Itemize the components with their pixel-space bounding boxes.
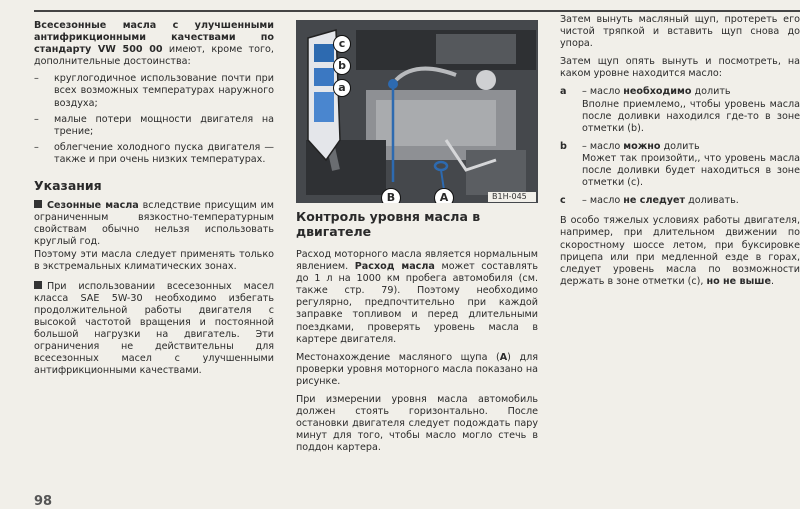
level-letter: b <box>560 140 567 152</box>
intro-bold: Всесезонные масла с улучшенными антифрикционными качествами по стандарту VW 500 00 <box>34 20 274 56</box>
engine-bay-figure <box>296 20 538 203</box>
column-middle <box>296 20 538 461</box>
label-c: c <box>333 35 351 53</box>
label-B: B <box>381 188 401 203</box>
note2-paragraph <box>34 281 274 378</box>
section-heading-notes: Указания <box>34 178 102 194</box>
text-run: Расход моторного масла является нормальным явлением. <box>296 249 538 273</box>
label-b: b <box>333 57 351 75</box>
list-item: – облегчение холодного пуска двигателя — также и при очень низких температурах. <box>34 142 274 166</box>
dipstick-location-paragraph <box>296 352 538 388</box>
top-rule <box>34 10 800 12</box>
text-run: долить <box>691 86 731 98</box>
square-bullet-icon <box>34 281 42 289</box>
text-run-bold: не следует <box>623 195 686 207</box>
note2-text: При использовании всесезонных масел класса SAE 5W-30 необходимо избегать продолжительной работы двигателя с высокой частотой вращения и постоянной большой нагрузки на двигатель. Эти ограничения не действительны для всесезонных масел с улучшенными антифрикционными качествами. <box>34 280 274 377</box>
level-letter: c <box>560 195 566 207</box>
text-run-bold: но не выше <box>706 275 771 287</box>
level-description: Вполне приемлемо,, чтобы уровень масла после доливки находился где-то в зоне отметки (b). <box>582 98 800 134</box>
text-run-bold: можно <box>623 140 661 152</box>
note1-bold: Сезонные масла <box>47 200 139 212</box>
intro-paragraph <box>34 20 274 68</box>
square-bullet-icon <box>34 200 42 208</box>
text-run-bold: Расход масла <box>354 261 435 273</box>
list-item: – круглогодичное использование почти при всех возможных температурах наружного воздуха; <box>34 73 274 109</box>
severe-conditions-paragraph <box>560 215 800 288</box>
advantages-list <box>34 73 274 166</box>
level-item-c <box>560 195 800 207</box>
text-run-bold: А <box>499 351 508 363</box>
text-run: – масло <box>582 86 624 98</box>
list-item: – малые потери мощности двигателя на трение; <box>34 114 274 138</box>
label-A: A <box>434 188 454 203</box>
text-run-bold: необходимо <box>623 86 692 98</box>
check-level-paragraph: Затем щуп опять вынуть и посмотреть, на каком уровне находится масло: <box>560 56 800 80</box>
measurement-paragraph: При измерении уровня масла автомобиль должен стоять горизонтально. После остановки двигателя следует подождать пару минут для того, чтобы масло могло стечь в поддон картера. <box>296 394 538 454</box>
column-left <box>34 20 274 383</box>
note1-rest: вследствие присущим им ограниченным вязкостно-температурным свойствам обычно нельзя использовать круглый год. <box>34 200 274 248</box>
level-description: Может так произойти,, что уровень масла после доливки будет находиться в зоне отметки (c). <box>582 152 800 189</box>
text-run: ) для проверки уровня моторного масла показано на рисунке. <box>296 351 538 387</box>
level-item-a <box>560 86 800 134</box>
page-number: 98 <box>34 494 53 509</box>
pull-dipstick-paragraph: Затем вынуть масляный щуп, протереть его чистой тряпкой и вставить щуп снова до упора. <box>560 14 800 50</box>
note1-paragraph-2: Поэтому эти масла следует применять только в экстремальных климатических зонах. <box>34 248 274 272</box>
text-run: . <box>770 275 775 287</box>
text-run: В особо тяжелых условиях работы двигателя, например, при длительном движении по скоростному шоссе летом, при буксировке прицепа или при медленной езде в горах, следует уровень масла по возможности держать в зоне отметки (c), <box>560 215 800 287</box>
figure-code: B1H-045 <box>492 192 527 201</box>
text-run: – масло <box>582 140 624 152</box>
intro-rest: имеют, кроме того, дополнительные достоинства: <box>34 44 274 68</box>
text-run: – масло <box>582 195 624 207</box>
text-run: долить <box>660 140 700 152</box>
label-a: a <box>333 79 351 97</box>
column-right <box>560 14 800 294</box>
text-run: Местонахождение масляного щупа ( <box>296 351 500 363</box>
note1-paragraph <box>34 200 274 248</box>
consumption-paragraph <box>296 249 538 346</box>
engine-bay-illustration <box>296 20 538 203</box>
level-letter: a <box>560 86 567 98</box>
text-run: доливать. <box>685 195 739 207</box>
level-item-b <box>560 141 800 189</box>
section-heading-oil-check: Контроль уровня масла в двигателе <box>296 209 481 239</box>
text-run: может составлять до 1 л на 1000 км пробега автомобиля (см. также стр. 79). Поэтому необходимо регулярно, предпочтительно при каждой заправке топливом и перед длительными поездками, проверять уровень масла в картере двигателя. <box>296 261 538 345</box>
